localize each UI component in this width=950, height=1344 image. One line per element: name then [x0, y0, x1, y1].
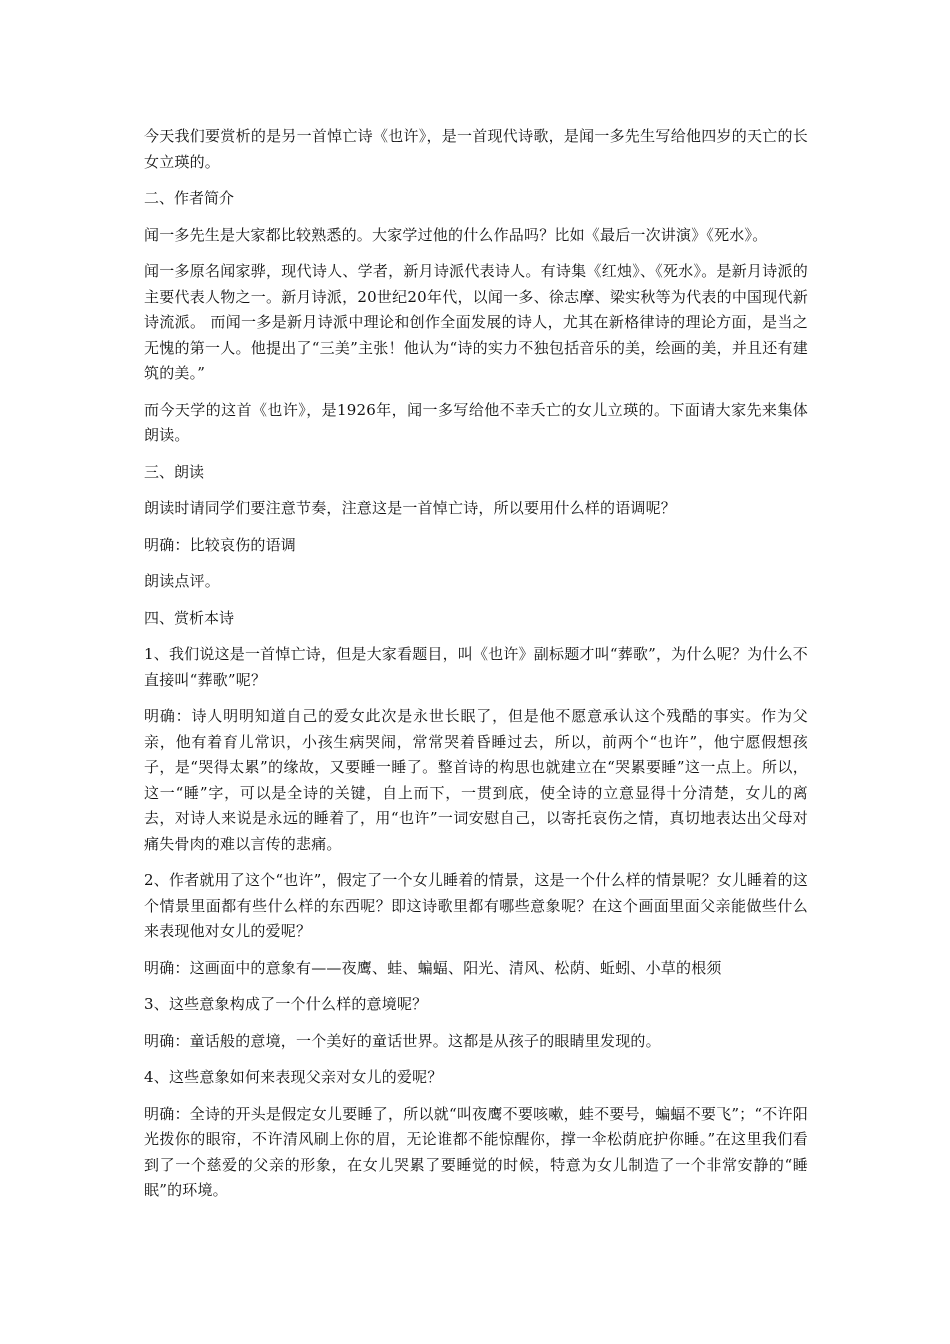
analysis-question-2: 2、作者就用了这个“也许”，假定了一个女儿睡着的情景，这是一个什么样的情景呢？女儿睡着的这个情景里面都有些什么样的东西呢？即这诗歌里都有哪些意象呢？在这个画面里面父亲能做些什么来表现他对女儿的爱呢？: [144, 871, 808, 940]
section-heading-analysis: 四、赏析本诗: [144, 608, 235, 627]
analysis-answer-1: 明确：诗人明明知道自己的爱女此次是永世长眠了，但是他不愿意承认这个残酷的事实。作为父亲，他有着育儿常识，小孩生病哭闹，常常哭着昏睡过去，所以，前两个“也许”，他宁愿假想孩子，是“哭得太累”的缘故，又要睡一睡了。整首诗的构思也就建立在“哭累要睡”这一点上。所以，这一“睡”字，可以是全诗的关键，自上而下，一贯到底，使全诗的立意显得十分清楚，女儿的离去，对诗人来说是永远的睡着了，用“也许”一词安慰自己，以寄托哀伤之情，真切地表达出父母对痛失骨肉的难以言传的悲痛。: [144, 707, 808, 853]
analysis-answer-2: 明确：这画面中的意象有——夜鹰、蛙、蝙蝠、阳光、清风、松荫、蚯蚓、小草的根须: [144, 958, 722, 977]
intro-paragraph: 今天我们要赏析的是另一首悼亡诗《也许》，是一首现代诗歌，是闻一多先生写给他四岁的天亡的长女立瑛的。: [144, 127, 808, 171]
analysis-question-4: 4、这些意象如何来表现父亲对女儿的爱呢？: [144, 1068, 443, 1086]
analysis-answer-3: 明确：童话般的意境，一个美好的童话世界。这都是从孩子的眼睛里发现的。: [144, 1031, 661, 1050]
analysis-question-1: 1、我们说这是一首悼亡诗，但是大家看题目，叫《也许》副标题才叫“葬歌”，为什么呢？为什么不直接叫“葬歌”呢？: [144, 645, 808, 689]
author-paragraph-1: 闻一多先生是大家都比较熟悉的。大家学过他的什么作品吗？比如《最后一次讲演》《死水》。: [144, 225, 768, 244]
section-heading-author: 二、作者简介: [144, 189, 235, 207]
author-paragraph-2: 闻一多原名闻家骅，现代诗人、学者，新月诗派代表诗人。有诗集《红烛》、《死水》。是新月诗派的主要代表人物之一。新月诗派，20世纪20年代，以闻一多、徐志摩、梁实秋等为代表的中国现代新诗流派。 而闻一多是新月诗派中理论和创作全面发展的诗人，尤其在新格律诗的理论方面，是当之无愧的第一人。他提出了“三美”主张！他认为“诗的实力不独包括音乐的美，绘画的美，并且还有建筑的美。”: [144, 262, 808, 382]
reading-comment: 朗读点评。: [144, 572, 221, 590]
analysis-answer-4: 明确：全诗的开头是假定女儿要睡了，所以就“叫夜鹰不要咳嗽，蛙不要号，蝙蝠不要飞”；“不许阳光拨你的眼帘，不许清风刷上你的眉，无论谁都不能惊醒你，撑一伞松荫庇护你睡。”在这里我们看到了一个慈爱的父亲的形象，在女儿哭累了要睡觉的时候，特意为女儿制造了一个非常安静的“睡眠”的环境。: [144, 1104, 808, 1199]
reading-answer: 明确：比较哀伤的语调: [144, 535, 297, 554]
document-page: [144, 124, 808, 1215]
author-paragraph-3: 而今天学的这首《也许》，是1926年，闻一多写给他不幸夭亡的女儿立瑛的。下面请大家先来集体朗读。: [144, 400, 808, 444]
section-heading-reading: 三、朗读: [144, 462, 205, 481]
reading-question: 朗读时请同学们要注意节奏，注意这是一首悼亡诗，所以要用什么样的语调呢？: [144, 499, 677, 517]
analysis-question-3: 3、这些意象构成了一个什么样的意境呢？: [144, 995, 428, 1013]
